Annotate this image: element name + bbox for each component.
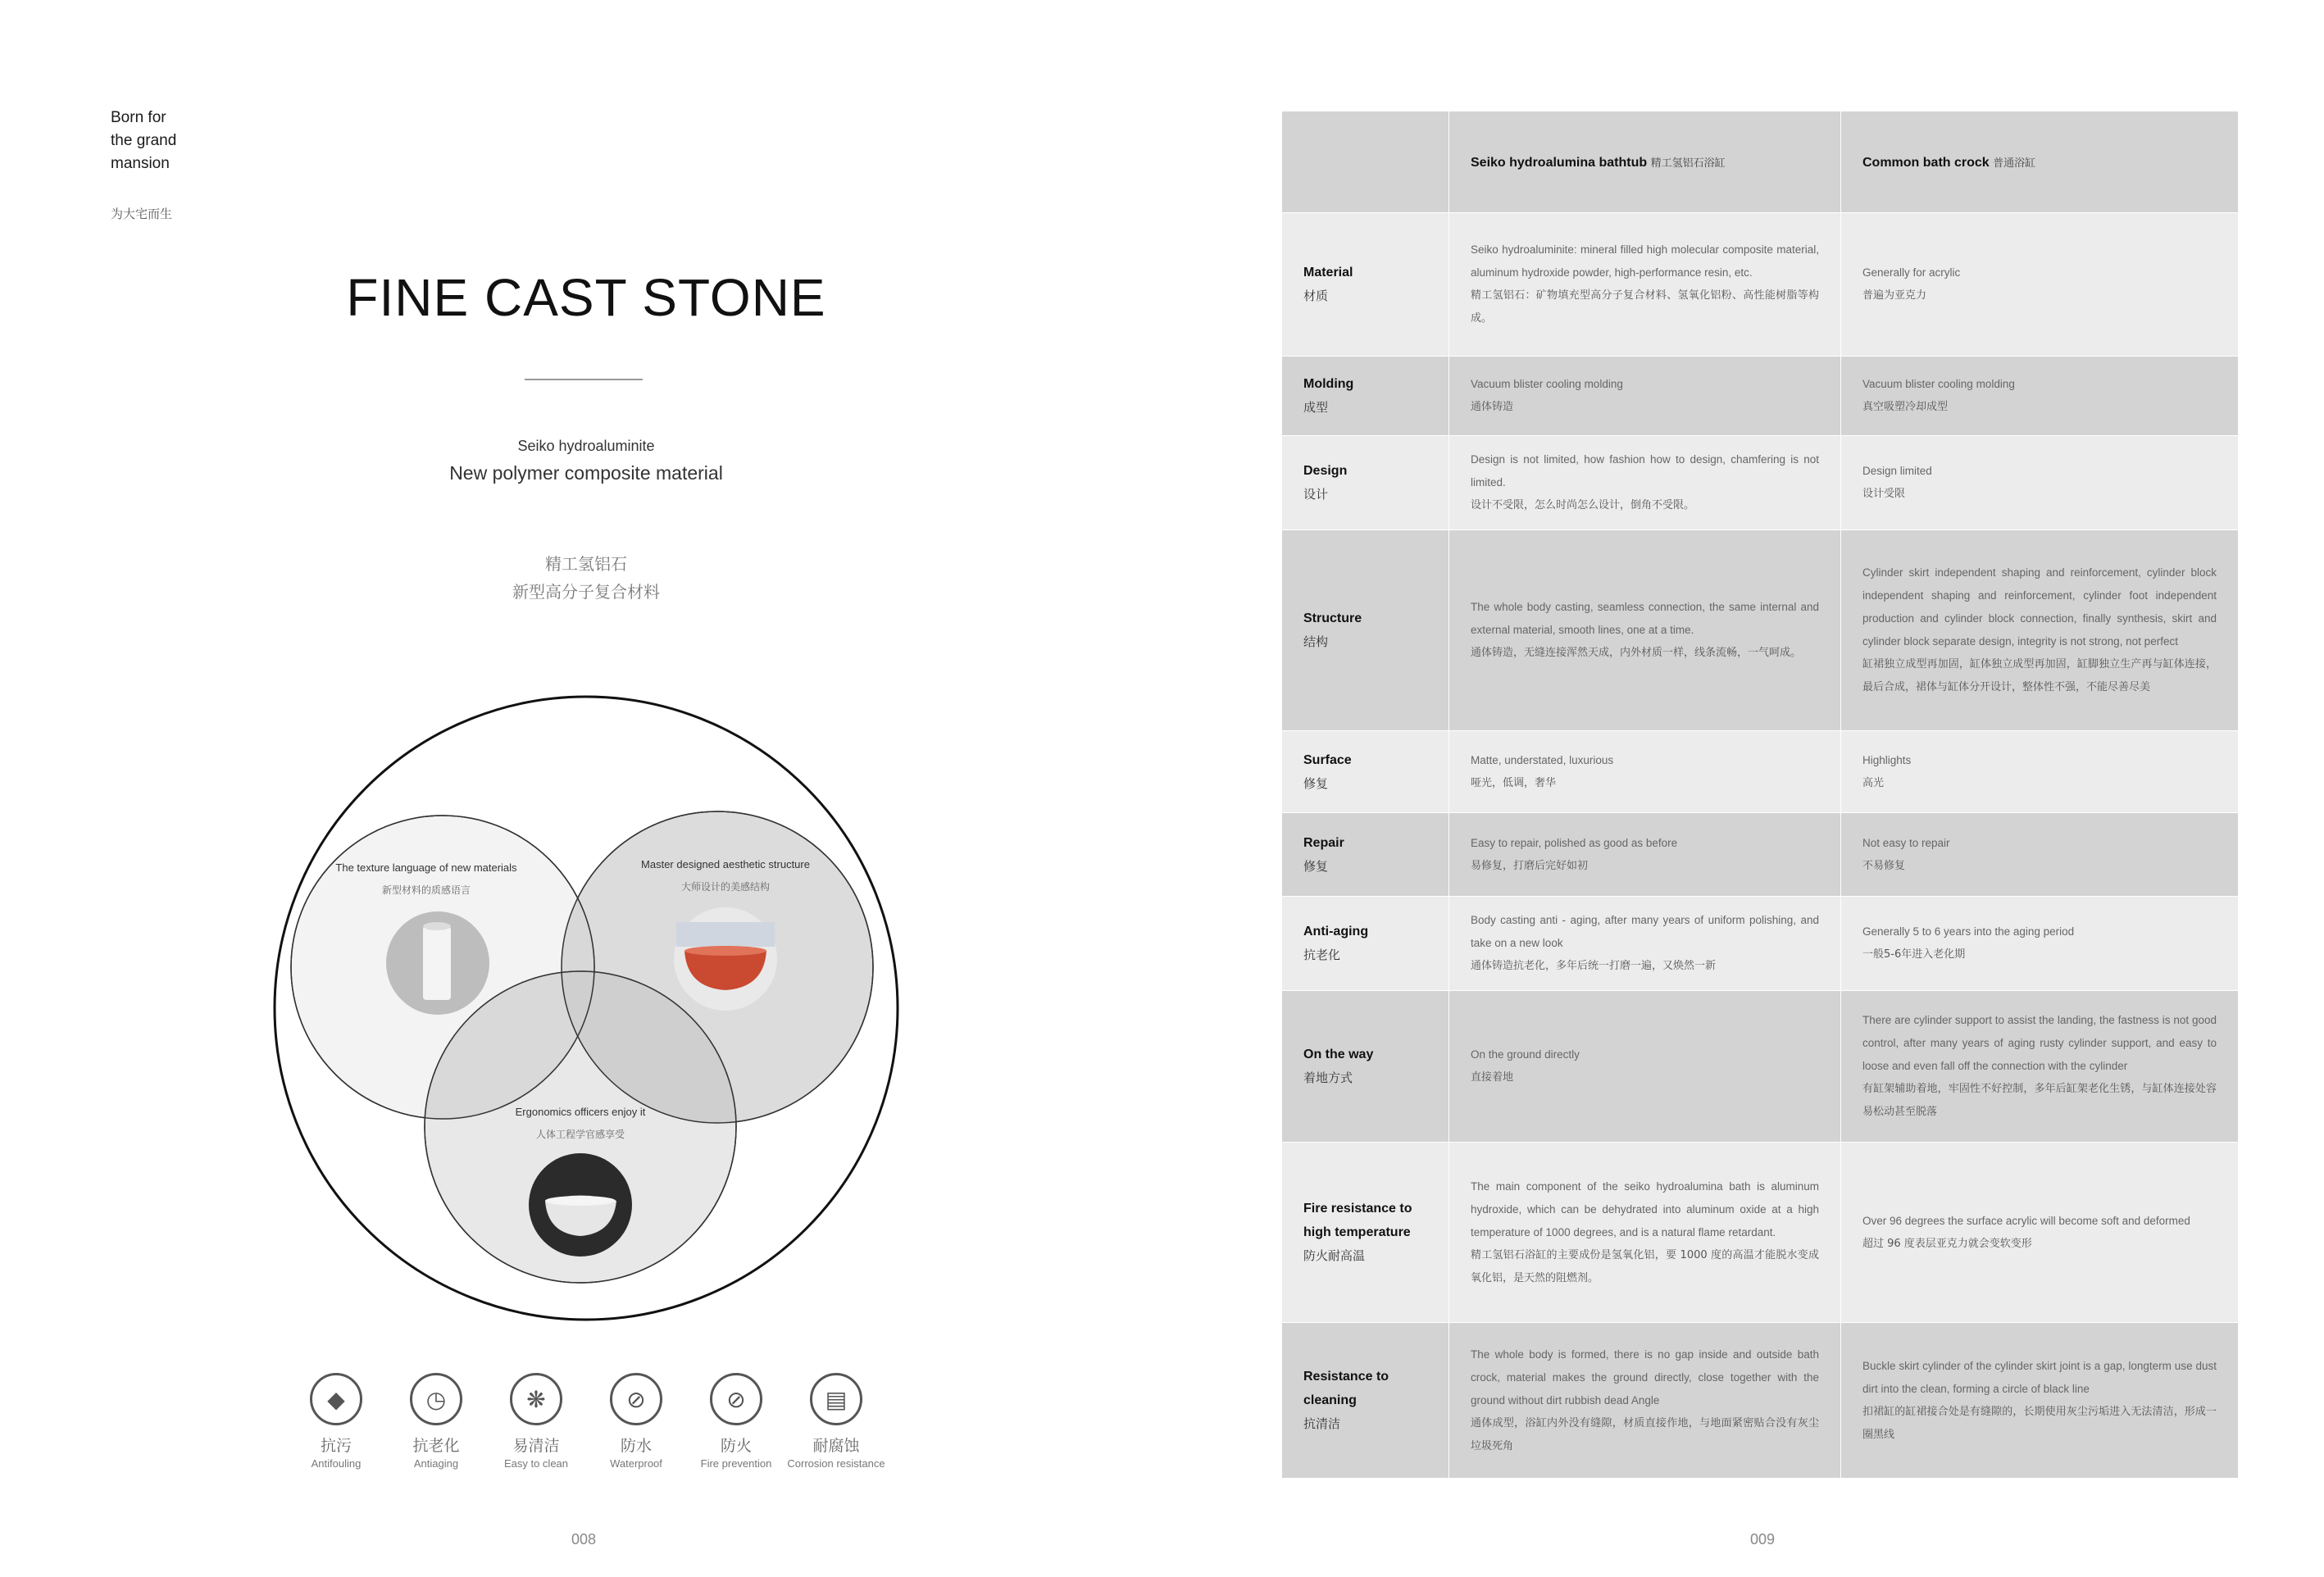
table-header-row bbox=[1282, 111, 2239, 213]
table-row bbox=[1282, 1143, 2239, 1323]
common-cell: Buckle skirt cylinder of the cylinder skirt joint is a gap, longterm use dust dirt into the clean, forming a circle of black line 扣裙缸的缸裙接合处是有缝隙的，长期使用灰尘污垢进入无法清洁，形成一圈黑线 bbox=[1841, 1323, 2239, 1479]
row-label: Anti-aging 抗老化 bbox=[1282, 897, 1449, 991]
seiko-cell: Seiko hydroaluminite: mineral filled high molecular composite material, aluminum hydroxide powder, high-performance resin, etc. 精工氢铝石：矿物填充型高分子复合材料、氢氧化铝粉、高性能树脂等构成。 bbox=[1449, 213, 1841, 357]
comparison-table bbox=[1281, 111, 2239, 1479]
seiko-cell: The main component of the seiko hydroalumina bath is aluminum hydroxide, which can be dehydrated into aluminum oxide at a high temperature of 1000 degrees, and is a natural flame retardant. 精工氢铝石浴缸的主要成份是氢氧化铝，要 1000 度的高温才能脱水变成氧化铝，是天然的阻燃剂。 bbox=[1449, 1143, 1841, 1323]
table-row bbox=[1282, 991, 2239, 1143]
feature-label-cn: 抗污 bbox=[320, 1438, 352, 1455]
row-label: Structure 结构 bbox=[1282, 530, 1449, 731]
subtitle-english-small: Seiko hydroaluminite bbox=[517, 438, 655, 454]
feature-waterproof bbox=[579, 1373, 694, 1470]
venn-bottom-label-en: Ergonomics officers enjoy it bbox=[515, 1106, 646, 1118]
seiko-cell: Easy to repair, polished as good as before 易修复，打磨后完好如初 bbox=[1449, 813, 1841, 897]
common-cell: There are cylinder support to assist the landing, the fastness is not good control, after many years of aging rusty cylinder support, and easy to loose and even fall off the connection with the cylinder 有缸架辅助着地，牢固性不好控制，多年后缸架老化生锈，与缸体连接处容易松动甚至脱落 bbox=[1841, 991, 2239, 1143]
table-row bbox=[1282, 213, 2239, 357]
venn-right-label-cn: 大师设计的美感结构 bbox=[680, 881, 771, 893]
subtitle-chinese-line-1: 精工氢铝石 bbox=[545, 556, 627, 574]
venn-right-label-en: Master designed aesthetic structure bbox=[641, 858, 810, 870]
feature-antiaging bbox=[379, 1373, 493, 1470]
common-cell: Generally 5 to 6 years into the aging period 一般5-6年进入老化期 bbox=[1841, 897, 2239, 991]
common-cell: Cylinder skirt independent shaping and reinforcement, cylinder block independent shaping and reinforcement, cylinder foot independent production and cylinder block connection, finally synthesis, skirt and cylinder block separate design, integrity is not strong, not perfect 缸裙独立成型再加固，缸体独立成型再加固，缸脚独立生产再与缸体连接，最后合成，裙体与缸体分开设计，整体性不强，不能尽善尽美 bbox=[1841, 530, 2239, 731]
header-seiko: Seiko hydroalumina bathtub 精工氢铝石浴缸 bbox=[1449, 111, 1841, 213]
row-label: Design 设计 bbox=[1282, 436, 1449, 530]
page-number-right: 009 bbox=[1750, 1531, 1776, 1547]
feature-label-en: Antiaging bbox=[413, 1457, 459, 1470]
waterproof-icon: ⊘ bbox=[610, 1373, 662, 1425]
easy-clean-icon: ❋ bbox=[510, 1373, 562, 1425]
table-row bbox=[1282, 1323, 2239, 1479]
feature-label-en: Easy to clean bbox=[503, 1457, 569, 1470]
table-row bbox=[1282, 357, 2239, 436]
comparison-table-wrap bbox=[1281, 111, 2238, 1478]
common-cell: Highlights 高光 bbox=[1841, 731, 2239, 813]
common-cell: Vacuum blister cooling molding 真空吸塑冷却成型 bbox=[1841, 357, 2239, 436]
seiko-cell: The whole body casting, seamless connection, the same internal and external material, smooth lines, one at a time. 通体铸造，无缝连接浑然天成，内外材质一样，线条流畅，一气呵成。 bbox=[1449, 530, 1841, 731]
row-label: Repair 修复 bbox=[1282, 813, 1449, 897]
feature-fire-prevention bbox=[679, 1373, 794, 1470]
tagline-line: mansion bbox=[111, 155, 170, 172]
black-bathtub-image bbox=[529, 1153, 632, 1257]
row-label: Surface 修复 bbox=[1282, 731, 1449, 813]
feature-corrosion-resistance bbox=[779, 1373, 894, 1470]
feature-antifouling bbox=[279, 1373, 393, 1470]
header-empty-cell bbox=[1282, 111, 1449, 213]
red-bathtub-image bbox=[674, 907, 777, 1011]
table-row bbox=[1282, 731, 2239, 813]
table-row bbox=[1282, 813, 2239, 897]
seiko-cell: Matte, understated, luxurious 哑光，低调，奢华 bbox=[1449, 731, 1841, 813]
seiko-cell: The whole body is formed, there is no gap inside and outside bath crock, material makes the ground directly, close together with the ground without dirt rubbish dead Angle 通体成型，浴缸内外没有缝隙，材质直接作地，与地面紧密贴合没有灰尘垃圾死角 bbox=[1449, 1323, 1841, 1479]
seiko-cell: Design is not limited, how fashion how to design, chamfering is not limited. 设计不受限，怎么时尚怎么设计，倒角不受限。 bbox=[1449, 436, 1841, 530]
feature-label-en: Corrosion resistance bbox=[787, 1457, 885, 1470]
seiko-cell: Vacuum blister cooling molding 通体铸造 bbox=[1449, 357, 1841, 436]
tagline-line: the grand bbox=[111, 132, 177, 149]
fire-prevention-icon: ⊘ bbox=[710, 1373, 762, 1425]
feature-label-en: Fire prevention bbox=[700, 1457, 772, 1470]
header-common: Common bath crock 普通浴缸 bbox=[1841, 111, 2239, 213]
row-label: Resistance to cleaning 抗清洁 bbox=[1282, 1323, 1449, 1479]
tagline-line: Born for bbox=[111, 109, 166, 126]
venn-left-label-cn: 新型材料的质感语言 bbox=[381, 884, 471, 896]
antiaging-icon: ◷ bbox=[410, 1373, 462, 1425]
subtitle-chinese-line-2: 新型高分子复合材料 bbox=[512, 584, 660, 602]
seiko-cell: On the ground directly 直接着地 bbox=[1449, 991, 1841, 1143]
venn-bottom-label-cn: 人体工程学官感享受 bbox=[535, 1129, 625, 1140]
feature-label-cn: 耐腐蚀 bbox=[812, 1438, 860, 1455]
row-label: Material 材质 bbox=[1282, 213, 1449, 357]
page-title: FINE CAST STONE bbox=[346, 268, 826, 327]
venn-left-label-en: The texture language of new materials bbox=[335, 861, 517, 874]
feature-label-cn: 防火 bbox=[720, 1438, 752, 1455]
feature-label-en: Antifouling bbox=[311, 1457, 362, 1470]
seiko-cell: Body casting anti - aging, after many years of uniform polishing, and take on a new look 通体铸造抗老化，多年后统一打磨一遍，又焕然一新 bbox=[1449, 897, 1841, 991]
pedestal-basin-image bbox=[386, 911, 489, 1015]
table-row bbox=[1282, 530, 2239, 731]
row-label: On the way 着地方式 bbox=[1282, 991, 1449, 1143]
subtitle-english-large: New polymer composite material bbox=[449, 462, 723, 484]
feature-label-cn: 易清洁 bbox=[512, 1438, 560, 1455]
feature-label-cn: 防水 bbox=[620, 1438, 652, 1455]
feature-label-cn: 抗老化 bbox=[412, 1438, 460, 1455]
common-cell: Over 96 degrees the surface acrylic will become soft and deformed 超过 96 度表层亚克力就会变软变形 bbox=[1841, 1143, 2239, 1323]
row-label: Fire resistance to high temperature 防火耐高温 bbox=[1282, 1143, 1449, 1323]
table-row bbox=[1282, 897, 2239, 991]
tagline-chinese: 为大宅而生 bbox=[111, 207, 173, 221]
feature-easy-clean bbox=[479, 1373, 594, 1470]
title-divider bbox=[525, 379, 643, 380]
feature-label-en: Waterproof bbox=[610, 1457, 662, 1470]
feature-icons-row bbox=[279, 1373, 902, 1488]
antifouling-icon: ◆ bbox=[310, 1373, 362, 1425]
tagline bbox=[111, 107, 275, 175]
page-number-left: 008 bbox=[571, 1531, 597, 1547]
corrosion-resistance-icon: ▤ bbox=[810, 1373, 862, 1425]
common-cell: Design limited 设计受限 bbox=[1841, 436, 2239, 530]
common-cell: Not easy to repair 不易修复 bbox=[1841, 813, 2239, 897]
row-label: Molding 成型 bbox=[1282, 357, 1449, 436]
common-cell: Generally for acrylic 普遍为亚克力 bbox=[1841, 213, 2239, 357]
table-row bbox=[1282, 436, 2239, 530]
venn-diagram bbox=[262, 689, 918, 1336]
